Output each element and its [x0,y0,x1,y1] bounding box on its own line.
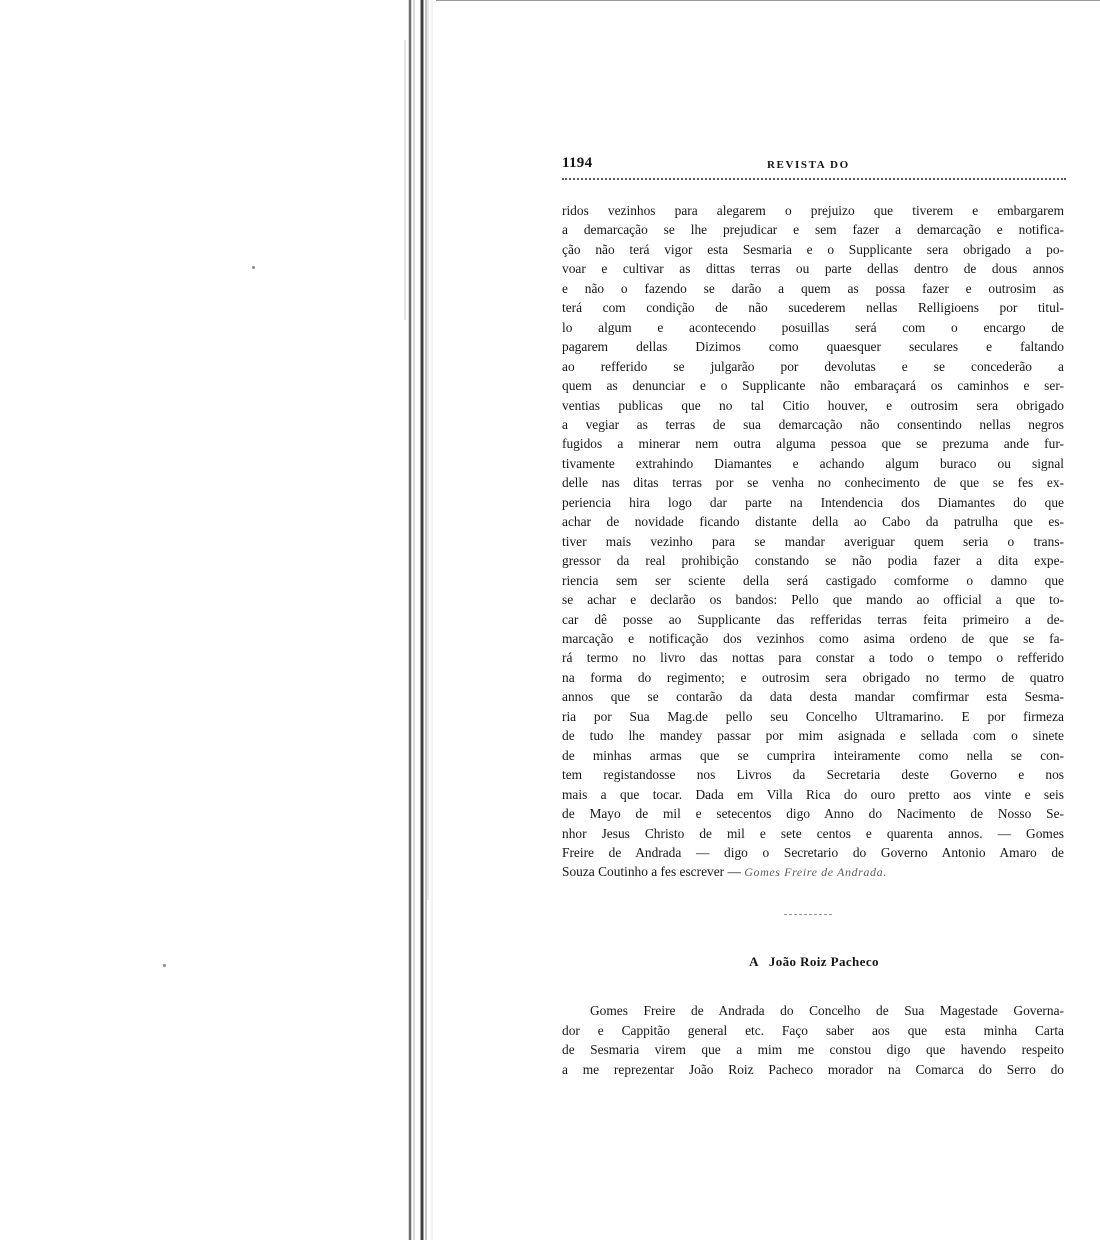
text-line: de minhas armas que se cumprira inteiramente como nella se con- [562,747,1064,763]
text-line: de Mayo de mil e setecentos digo Anno do Nacimento de Nosso Se- [562,806,1064,822]
text-line: ria por Sua Mag.de pello seu Concelho Ultramarino. E por firmeza [562,708,1064,724]
page-number: 1194 [562,155,593,171]
text-line: tivamente extrahindo Diamantes e achando algum buraco ou signal [562,455,1064,471]
text-line: voar e cultivar as dittas terras ou parte dellas dentro de dous annos [562,261,1064,277]
header-rule [562,178,1066,180]
text-line: terá com condição de não sucederem nellas Relligioens por titul- [562,300,1064,316]
letter-line: dor e Cappitão general etc. Faço saber aos que esta minha Carta [562,1022,1064,1038]
text-line: se achar e declarão os bandos: Pello que mando ao official a que to- [562,592,1064,608]
text-line: rá termo no livro das nottas para constar a todo o tempo o refferido [562,650,1064,666]
text-line: Freire de Andrada — digo o Secretario do Governo Antonio Amaro de [562,844,1064,860]
text-line: quem as denunciar e o Supplicante não embaraçará os caminhos e ser- [562,378,1064,394]
text-line-final [562,862,1064,882]
text-line: gressor da real prohibição constando se não podia fazer a dita expe- [562,553,1064,569]
text-line: car dê posse ao Supplicante das refferidas terras feita primeiro a de- [562,611,1064,627]
section-initial: A [749,954,759,969]
scan-speck [163,964,166,967]
text-line: tiver mais vezinho para se mandar averiguar quem seria o trans- [562,533,1064,549]
body-text [562,201,1064,883]
closing-signature: Gomes Freire de Andrada. [744,865,887,880]
text-line: ventias publicas que no tal Citio houver, e outrosim sera obrigado [562,397,1064,413]
section-heading [562,954,1066,970]
text-line: delle nas ditas terras por se venha no conhecimento de que se fes ex- [562,475,1064,491]
text-line: pagarem dellas Dizimos como quaesquer seculares e faltando [562,339,1064,355]
text-line: de tudo lhe mandey passar por mim asignada e sellada com o sinete [562,728,1064,744]
section-title: João Roiz Pacheco [768,954,879,969]
text-line: nhor Jesus Christo de mil e sete centos e quarenta annos. — Gomes [562,825,1064,841]
running-head: REVISTA DO [767,159,850,171]
text-line: ridos vezinhos para alegarem o prejuizo que tiverem e embargarem [562,203,1064,218]
letter-line: a me reprezentar João Roiz Pacheco morador na Comarca do Serro do [562,1061,1064,1077]
text-line: ao refferido se julgarão por devolutas e se concederão a [562,358,1064,374]
scan-speck [252,266,255,269]
text-line: marcação e notificação dos vezinhos como asima ordeno de que se fa- [562,630,1064,646]
letter-line: Gomes Freire de Andrada do Concelho de Sua Magestade Governa- [590,1003,1064,1018]
text-line: e não o fazendo se darão a quem as possa fazer e outrosim as [562,280,1064,296]
text-line: annos que se contarão da data desta mandar comfirmar esta Sesma- [562,689,1064,705]
text-line: ção não terá vigor esta Sesmaria e o Supplicante sera obrigado a po- [562,241,1064,257]
letter-line: de Sesmaria virem que a mim me constou digo que havendo respeito [562,1042,1064,1058]
text-line: lo algum e acontecendo posuillas será com o encargo de [562,319,1064,335]
page-header [562,149,1066,183]
text-line: a demarcação se lhe prejudicar e sem fazer a demarcação e notifica- [562,222,1064,238]
text-line: na forma do regimento; e outrosim sera obrigado no termo de quatro [562,669,1064,685]
text-line: a vegiar as terras de sua demarcação não consentindo nellas negros [562,416,1064,432]
letter-text [562,1001,1064,1079]
text-line: fugidos a minerar nem outra alguma pessoa que se prezuma ande fur- [562,436,1064,452]
text-line: mais a que tocar. Dada em Villa Rica do ouro pretto aos vinte e seis [562,786,1064,802]
text-line: Souza Coutinho a fes escrever — [562,864,741,880]
text-line: riencia sem ser sciente della será castigado comforme o damno que [562,572,1064,588]
text-line: tem registandosse nos Livros da Secretaria deste Governo e nos [562,767,1064,783]
text-line: periencia hira logo dar parte na Intendencia dos Diamantes do que [562,494,1064,510]
section-divider [784,914,832,915]
text-line: achar de novidade ficando distante della ao Cabo da patrulha que es- [562,514,1064,530]
